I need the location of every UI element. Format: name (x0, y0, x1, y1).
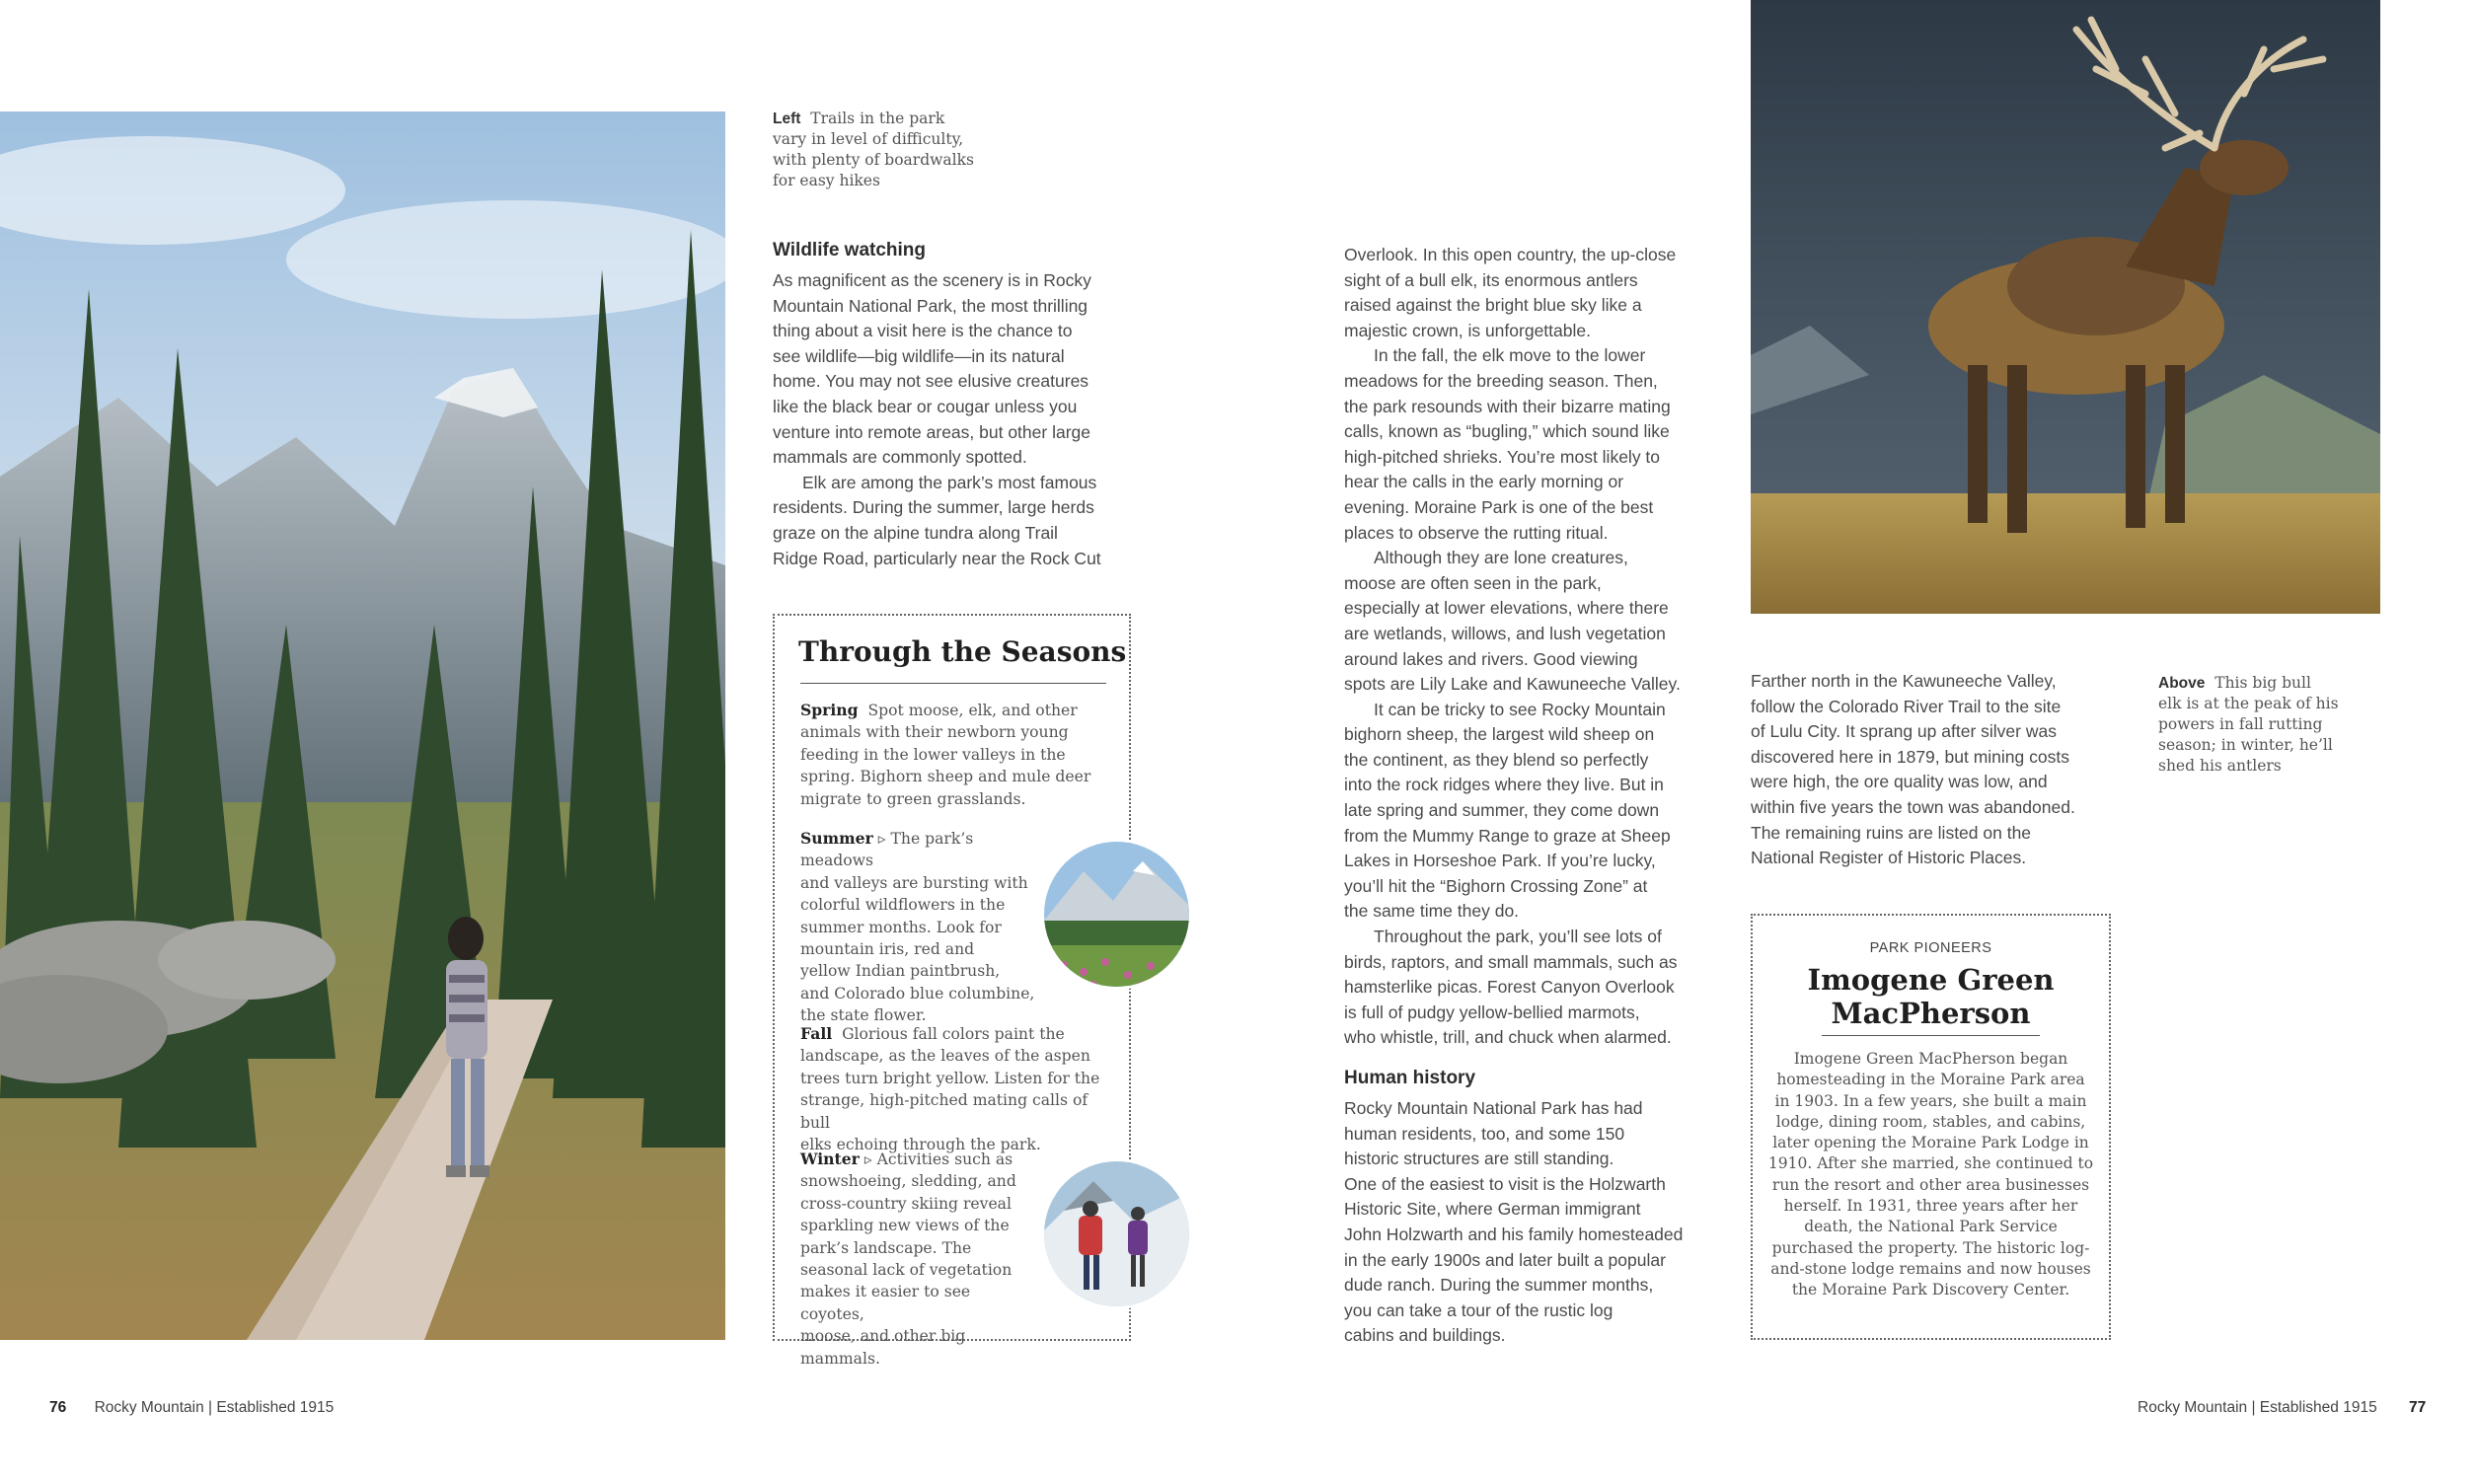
pioneer-body-line: run the resort and other area businesses (1771, 1175, 2090, 1194)
pioneer-body-line: homesteading in the Moraine Park area (1776, 1071, 2085, 1089)
summer-meadow-thumbnail (1041, 839, 1192, 990)
middle-column-body (1344, 243, 1719, 1051)
season-line: strange, high-pitched mating calls of bull (800, 1091, 1088, 1132)
season-line: snowshoeing, sledding, and (800, 1172, 1016, 1191)
caption-line: powers in fall rutting (2158, 715, 2323, 733)
season-line: spring. Bighorn sheep and mule deer (800, 768, 1091, 786)
pioneer-kicker: PARK PIONEERS (1869, 940, 1992, 956)
caption-line: This big bull (2214, 674, 2311, 692)
body-line: It can be tricky to see Rocky Mountain (1374, 699, 1666, 719)
pioneer-name (1753, 963, 2109, 1030)
body-line: The remaining ruins are listed on the (1751, 822, 2032, 843)
season-fall (800, 1023, 1116, 1155)
season-label-fall: Fall (800, 1024, 833, 1043)
season-line: makes it easier to see coyotes, (800, 1283, 971, 1323)
body-line: are wetlands, willows, and lush vegetation (1344, 623, 1666, 643)
body-line: evening. Moraine Park is one of the best (1344, 496, 1654, 517)
caption-lead: Left (773, 111, 801, 127)
caption-line: vary in level of difficulty, (773, 130, 964, 148)
season-line: summer months. Look for (800, 918, 1002, 936)
winter-illustration (1044, 1161, 1192, 1309)
pioneer-body-line: Imogene Green MacPherson began (1793, 1050, 2068, 1068)
hiker-photo-caption (773, 109, 990, 191)
body-line: venture into remote areas, but other large (773, 421, 1090, 442)
pioneer-rule (1822, 1035, 2040, 1036)
body-line: Rocky Mountain National Park has had (1344, 1098, 1643, 1118)
body-line: you can take a tour of the rustic log (1344, 1299, 1614, 1320)
season-line: moose, and other big mammals. (800, 1327, 966, 1368)
body-line: calls, known as “bugling,” which sound like (1344, 421, 1670, 442)
seasons-title: Through the Seasons (798, 635, 1127, 668)
body-line: Overlook. In this open country, the up-close (1344, 245, 1677, 264)
season-line: animals with their newborn young (800, 723, 1069, 742)
history-heading: Human history (1344, 1068, 1476, 1088)
season-label-winter: Winter (800, 1150, 860, 1168)
body-line: like the black bear or cougar unless you (773, 396, 1078, 416)
body-line: mammals are commonly spotted. (773, 447, 1027, 468)
wildlife-body (773, 268, 1138, 571)
right-column-body (1751, 669, 2136, 871)
body-line: see wildlife—big wildlife—in its natural (773, 345, 1065, 366)
season-line: feeding in the lower valleys in the (800, 745, 1066, 764)
hiker-trail-illustration (0, 111, 725, 1340)
winter-hikers-thumbnail (1041, 1158, 1192, 1309)
body-line: you’ll hit the “Bighorn Crossing Zone” at (1344, 875, 1648, 896)
body-line: discovered here in 1879, but mining costs (1751, 746, 2069, 767)
pioneer-name-line: Imogene Green (1807, 963, 2055, 997)
season-line: mountain iris, red and (800, 940, 975, 959)
pioneer-body-line: later opening the Moraine Park Lodge in (1772, 1134, 2089, 1152)
body-line: hamsterlike picas. Forest Canyon Overlook (1344, 977, 1675, 998)
body-line: dude ranch. During the summer months, (1344, 1275, 1654, 1296)
body-line: Mountain National Park, the most thrilling (773, 295, 1088, 316)
running-footer-right: Rocky Mountain | Established 1915 (2138, 1399, 2377, 1416)
season-line: the state flower. (800, 1006, 927, 1025)
caption-line: Trails in the park (810, 110, 945, 127)
season-label-summer: Summer (800, 829, 873, 848)
body-line: the park resounds with their bizarre mating (1344, 396, 1671, 416)
body-line: high-pitched shrieks. You’re most likely to (1344, 446, 1661, 467)
pioneer-name-line: MacPherson (1831, 997, 2031, 1030)
body-line: bighorn sheep, the largest wild sheep on (1344, 724, 1655, 745)
body-line: Throughout the park, you’ll see lots of (1374, 927, 1662, 947)
body-line: historic structures are still standing. (1344, 1149, 1614, 1169)
body-line: John Holzwarth and his family homesteaded (1344, 1224, 1684, 1244)
body-line: raised against the bright blue sky like a (1344, 295, 1642, 316)
season-line: seasonal lack of vegetation (800, 1261, 1013, 1280)
season-line: migrate to green grasslands. (800, 789, 1026, 808)
pioneer-body-line: 1910. After she married, she continued to (1767, 1154, 2094, 1173)
wildlife-heading: Wildlife watching (773, 240, 926, 260)
body-line: sight of a bull elk, its enormous antlers (1344, 269, 1638, 290)
pioneer-body-line: herself. In 1931, three years after her (1783, 1197, 2078, 1216)
page-number-right: 77 (2409, 1399, 2427, 1416)
bull-elk-illustration (1751, 0, 2380, 614)
bull-elk-photo (1751, 0, 2380, 614)
caption-line: with plenty of boardwalks (773, 151, 974, 169)
season-summer (800, 828, 1037, 1027)
body-line: of Lulu City. It sprang up after silver was (1751, 721, 2057, 742)
body-line: were high, the ore quality was low, and (1751, 772, 2048, 792)
season-line: and Colorado blue columbine, (800, 984, 1035, 1002)
pioneer-body-line: in 1903. In a few years, she built a main (1774, 1091, 2087, 1110)
body-line: within five years the town was abandoned. (1751, 796, 2075, 817)
body-line: places to observe the rutting ritual. (1344, 522, 1609, 543)
pioneer-body-line: and-stone lodge remains and now houses (1770, 1259, 2091, 1278)
pioneer-body-line: lodge, dining room, stables, and cabins, (1775, 1112, 2086, 1131)
body-line: majestic crown, is unforgettable. (1344, 320, 1591, 340)
body-line: into the rock ridges where they live. But in (1344, 775, 1664, 795)
body-line: from the Mummy Range to graze at Sheep (1344, 825, 1671, 846)
body-line: cabins and buildings. (1344, 1325, 1506, 1346)
body-line: graze on the alpine tundra along Trail (773, 522, 1058, 543)
season-line: cross-country skiing reveal (800, 1194, 1012, 1213)
body-line: One of the easiest to visit is the Holzwarth (1344, 1173, 1666, 1194)
pioneer-body-line: death, the National Park Service (1804, 1218, 2058, 1236)
body-line: the same time they do. (1344, 901, 1520, 922)
season-line: The park’s meadows (800, 830, 974, 870)
body-line: birds, raptors, and small mammals, such as (1344, 951, 1678, 972)
body-line: who whistle, trill, and chuck when alarmed. (1344, 1027, 1672, 1048)
body-line: hear the calls in the early morning or (1344, 472, 1624, 492)
body-line: in the early 1900s and later built a popular (1344, 1249, 1666, 1270)
park-pioneers-sidebar (1751, 914, 2111, 1340)
pioneer-body (1753, 1049, 2109, 1301)
season-line: elks echoing through the park. (800, 1136, 1041, 1154)
body-line: residents. During the summer, large herds (773, 497, 1094, 518)
caption-line: for easy hikes (773, 172, 880, 189)
season-spring (800, 700, 1116, 810)
caption-line: shed his antlers (2158, 757, 2282, 775)
season-label-spring: Spring (800, 701, 859, 719)
body-line: home. You may not see elusive creatures (773, 371, 1089, 392)
season-line: trees turn bright yellow. Listen for the (800, 1069, 1100, 1087)
body-line: Lakes in Horseshoe Park. If you’re lucky, (1344, 851, 1656, 871)
running-footer-left: Rocky Mountain | Established 1915 (94, 1399, 335, 1416)
arrow-marker-icon: ▹ (877, 830, 886, 848)
body-line: meadows for the breeding season. Then, (1344, 370, 1658, 391)
season-line: colorful wildflowers in the (800, 896, 1006, 915)
page-number-left: 76 (49, 1399, 67, 1416)
pioneer-body-line: the Moraine Park Discovery Center. (1791, 1281, 2070, 1299)
seasons-title-rule (800, 683, 1106, 684)
season-line: landscape, as the leaves of the aspen (800, 1047, 1090, 1066)
caption-line: season; in winter, he’ll (2158, 736, 2333, 754)
body-line: is full of pudgy yellow-bellied marmots, (1344, 1002, 1640, 1022)
left-folio (49, 1399, 334, 1417)
season-line: park’s landscape. The (800, 1238, 972, 1257)
arrow-marker-icon: ▹ (863, 1150, 872, 1168)
elk-photo-caption (2158, 673, 2356, 777)
body-line: human residents, too, and some 150 (1344, 1123, 1625, 1144)
season-line: yellow Indian paintbrush, (800, 962, 1001, 981)
caption-lead: Above (2158, 675, 2206, 692)
season-line: Activities such as (876, 1150, 1013, 1168)
body-line: Elk are among the park’s most famous (802, 472, 1097, 492)
season-winter (800, 1149, 1037, 1370)
meadow-illustration (1044, 842, 1192, 990)
hiker-trail-photo (0, 111, 725, 1340)
season-line: Glorious fall colors paint the (842, 1025, 1065, 1043)
body-line: spots are Lily Lake and Kawuneeche Valley. (1344, 674, 1681, 695)
body-line: thing about a visit here is the chance to (773, 321, 1073, 341)
right-folio (2138, 1399, 2426, 1417)
season-line: Spot moose, elk, and other (867, 702, 1078, 719)
body-line: As magnificent as the scenery is in Rocky (773, 270, 1091, 290)
season-line: sparkling new views of the (800, 1217, 1010, 1235)
caption-line: elk is at the peak of his (2158, 695, 2339, 712)
body-line: especially at lower elevations, where there (1344, 598, 1669, 619)
body-line: around lakes and rivers. Good viewing (1344, 648, 1638, 669)
body-line: the continent, as they blend so perfectly (1344, 749, 1649, 770)
pioneer-body-line: purchased the property. The historic log- (1771, 1238, 2090, 1257)
body-line: National Register of Historic Places. (1751, 848, 2027, 868)
season-line: and valleys are bursting with (800, 873, 1028, 892)
body-line: Although they are lone creatures, (1374, 548, 1628, 568)
body-line: In the fall, the elk move to the lower (1374, 345, 1646, 366)
history-body (1344, 1096, 1719, 1349)
body-line: moose are often seen in the park, (1344, 572, 1602, 593)
body-line: late spring and summer, they come down (1344, 800, 1660, 821)
body-line: Ridge Road, particularly near the Rock Cut (773, 548, 1101, 568)
body-line: Historic Site, where German immigrant (1344, 1199, 1641, 1220)
body-line: follow the Colorado River Trail to the site (1751, 696, 2062, 716)
body-line: Farther north in the Kawuneeche Valley, (1751, 671, 2057, 691)
